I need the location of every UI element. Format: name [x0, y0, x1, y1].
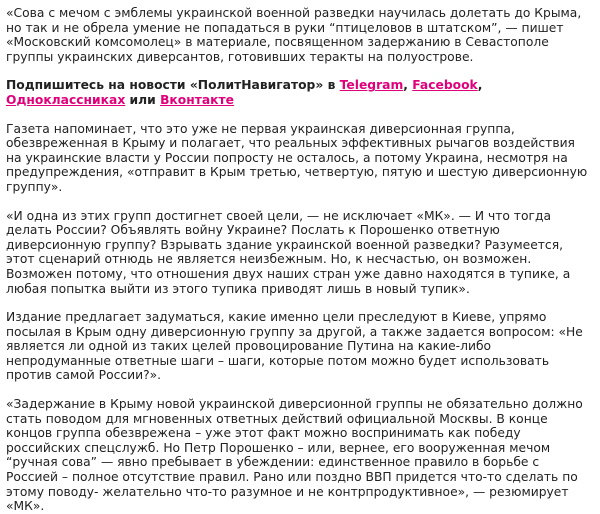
vkontakte-link[interactable]: Вконтакте: [160, 92, 234, 107]
subscribe-separator: ,: [477, 78, 483, 93]
article-paragraph: «Задержание в Крыму новой украинской диверсионной группы не обязательно должно стать поводом для мгновенных ответных действий официальной Москвы. В конце концов группа обезврежена – уже этот факт можно воспринимать как победу российских спецслужб. Но Петр Порошенко – или, вернее, его вооруженная мечом “ручная сова” — явно пребывает в убеждении: единственное правило в борьбе с Россией – полное отсутствие правил. Рано или поздно ВВП придется что-то сделать по этому поводу- желательно что-то разумное и не контрпродуктивное», — резюмирует «МК».: [6, 397, 583, 514]
article-paragraph: «Сова с мечом с эмблемы украинской военной разведки научилась долетать до Крыма, но так и не обрела умение не попадаться в руки “птицеловов в штатском”, — пишет «Московский комсомолец» в материале, посвященном задержанию в Севастополе группы украинских диверсантов, готовивших теракты на полуострове.: [6, 6, 582, 64]
article-paragraph: Газета напоминает, что это уже не первая украинская диверсионная группа, обезвреженная в Крыму и полагает, что реальных эффективных рычагов воздействия на украинские власти у России попросту не осталось, а потому Украина, несмотря на предупреждения, «отправит в Крым третью, четвертую, пятую и шестую диверсионную группу».: [6, 121, 588, 194]
facebook-link[interactable]: Facebook: [412, 78, 478, 93]
subscribe-line: [6, 78, 594, 107]
subscribe-prefix: Подпишитесь на новости «ПолитНавигатор» в: [6, 78, 336, 93]
article-paragraph: «И одна из этих групп достигнет своей цели, — не исключает «МК». — И что тогда делать России? Объявлять войну Украине? Послать к Порошенко ответную диверсионную группу? Взрывать здание украинской военной разведки? Разумеется, этот сценарий отнюдь не является неизбежным. Но, к несчастью, он возможен. Возможен потому, что отношения двух наших стран уже давно находятся в тупике, а любая попытка выйти из этого тупика приводят лишь в новый тупик».: [6, 208, 571, 296]
odnoklassniki-link[interactable]: Одноклассниках: [6, 92, 126, 107]
subscribe-or: или: [129, 92, 156, 107]
article-paragraph: Издание предлагает задуматься, какие именно цели преследуют в Киеве, упрямо посылая в Крым одну диверсионную группу за другой, а также задается вопросом: «Не является ли одной из таких целей провоцирование Путина на какие-либо непродуманные ответные шаги – шаги, которые потом можно будет использовать против самой России?».: [6, 310, 583, 383]
telegram-link[interactable]: Telegram: [339, 78, 404, 93]
subscribe-separator: ,: [403, 78, 408, 93]
